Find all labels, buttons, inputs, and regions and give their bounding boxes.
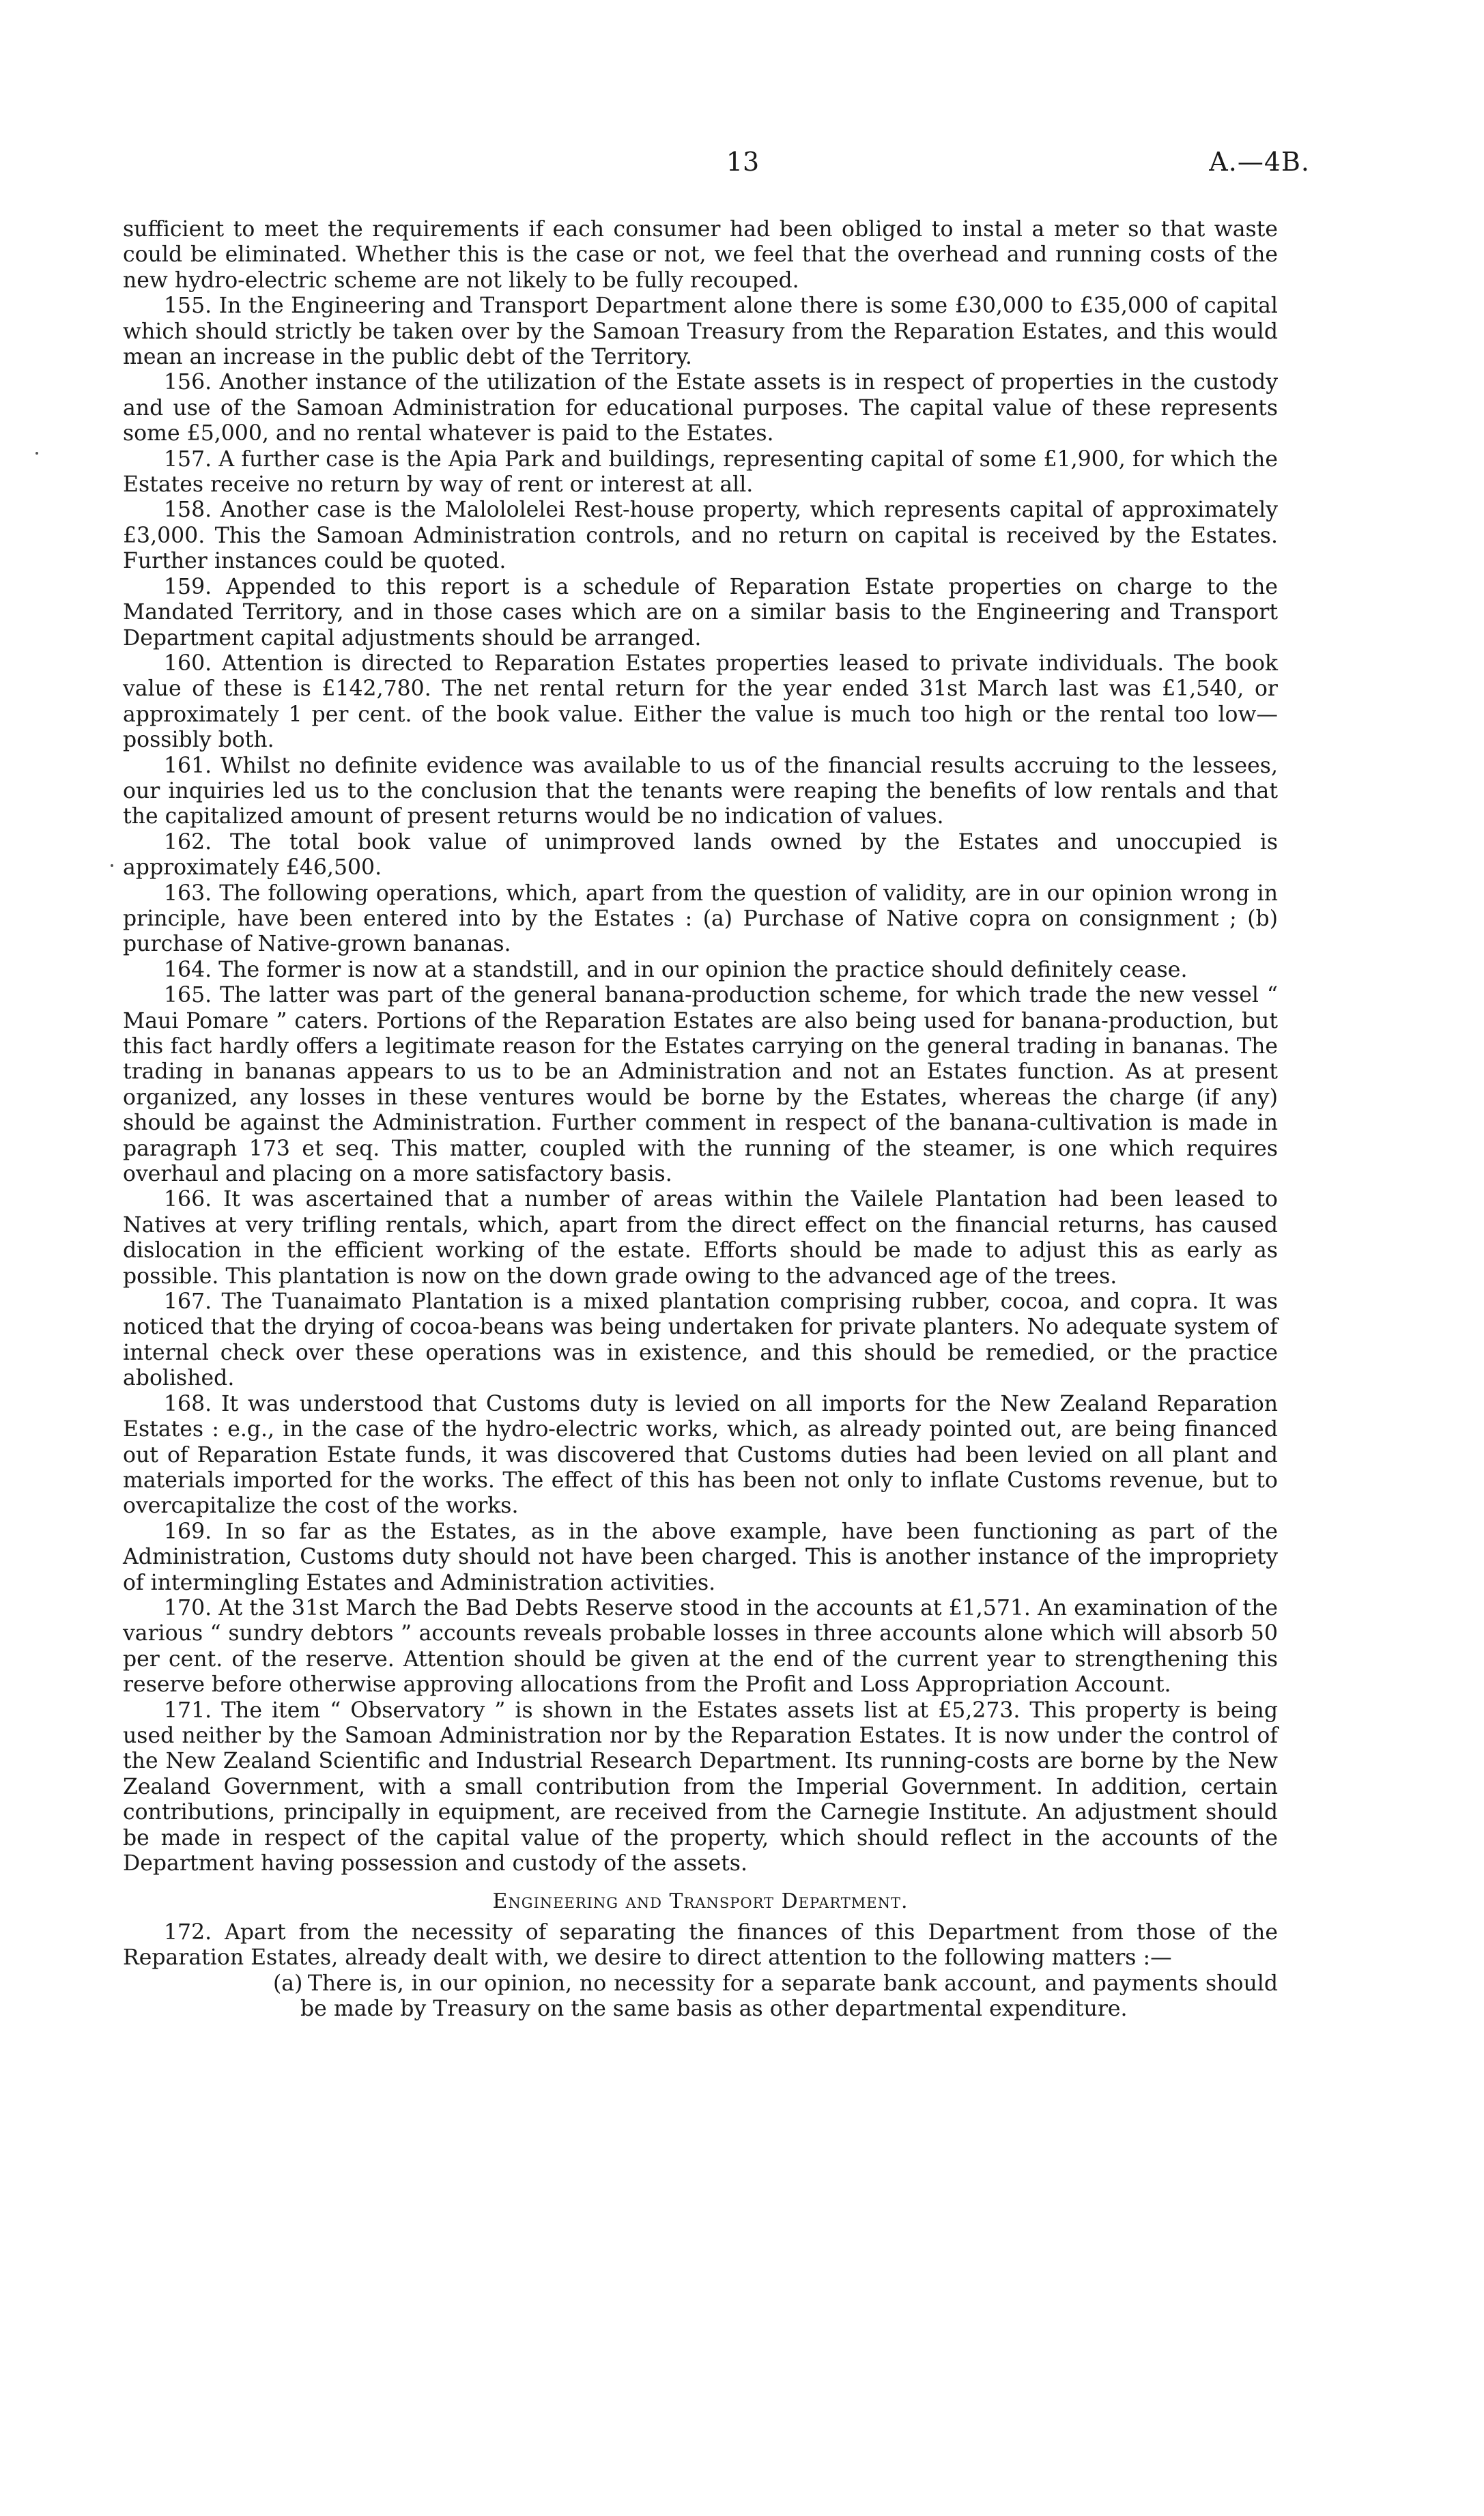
paragraph-continued: sufficient to meet the requirements if each consumer had been obliged to instal a meter so that waste could be eliminated. Whether this is the case or not, we feel that the overhead and running costs of the new hydro-electric scheme are not likely to be fully recouped. <box>123 217 1278 293</box>
section-heading: Engineering and Transport Department. <box>492 1889 909 1914</box>
paragraph-170: 170. At the 31st March the Bad Debts Reserve stood in the accounts at £1,571. An examination of the various “ sundry debtors ” accounts reveals probable losses in three accounts alone which will absorb 50 per cent. of the reserve. Attention should be given at the end of the current year to strengthening this reserve before otherwise approving allocations from the Profit and Loss Appropriation Account. <box>123 1595 1278 1698</box>
paragraph-163: 163. The following operations, which, apart from the question of validity, are in our opinion wrong in principle, have been entered into by the Estates : (a) Purchase of Native copra on consignment ; (b) purchase of Native-grown bananas. <box>123 881 1278 957</box>
paragraph-159: 159. Appended to this report is a schedule of Reparation Estate properties on charge to the Mandated Territory, and in those cases which are on a similar basis to the Engineering and Transport Department capital adjustments should be arranged. <box>123 574 1278 651</box>
document-body <box>123 217 1278 2022</box>
scan-speck-mark <box>35 452 38 455</box>
document-reference: A.—4B. <box>1209 147 1310 177</box>
paragraph-160: 160. Attention is directed to Reparation Estates properties leased to private individuals. The book value of these is £142,780. The net rental return for the year ended 31st March last was £1,540, or approximately 1 per cent. of the book value. Either the value is much too high or the rental too low—possibly both. <box>123 651 1278 753</box>
paragraph-165: 165. The latter was part of the general banana-production scheme, for which trade the new vessel “ Maui Pomare ” caters. Portions of the Reparation Estates are also being used for banana-production, but this fact hardly offers a legitimate reason for the Estates carrying on the general trading in bananas. The trading in bananas appears to us to be an Administration and not an Estates function. As at present organized, any losses in these ventures would be borne by the Estates, whereas the charge (if any) should be against the Administration. Further comment in respect of the banana-cultivation is made in paragraph 173 et seq. This matter, coupled with the running of the steamer, is one which requires overhaul and placing on a more satisfactory basis. <box>123 983 1278 1187</box>
paragraph-157: 157. A further case is the Apia Park and buildings, representing capital of some £1,900, for which the Estates receive no return by way of rent or interest at all. <box>123 446 1278 498</box>
paragraph-161: 161. Whilst no definite evidence was available to us of the financial results accruing to the lessees, our inquiries led us to the conclusion that the tenants were reaping the benefits of low rentals and that the capitalized amount of present returns would be no indication of values. <box>123 753 1278 829</box>
paragraph-162: 162. The total book value of unimproved lands owned by the Estates and unoccupied is approximately £46,500. <box>123 829 1278 881</box>
paragraph-155: 155. In the Engineering and Transport Department alone there is some £30,000 to £35,000 of capital which should strictly be taken over by the Samoan Treasury from the Reparation Estates, and this would mean an increase in the public debt of the Territory. <box>123 294 1278 370</box>
sub-item-text: There is, in our opinion, no necessity for a separate bank account, and payments should be made by Treasury on the same basis as other departmental expenditure. <box>300 1971 1278 2022</box>
paragraph-166: 166. It was ascertained that a number of areas within the Vailele Plantation had been leased to Natives at very trifling rentals, which, apart from the direct effect on the financial returns, has caused dislocation in the efficient working of the estate. Efforts should be made to adjust this as early as possible. This plantation is now on the down grade owing to the advanced age of the trees. <box>123 1187 1278 1289</box>
paragraph-164: 164. The former is now at a standstill, and in our opinion the practice should definitely cease. <box>164 957 1188 982</box>
page-number: 13 <box>726 147 760 177</box>
paragraph-167: 167. The Tuanaimato Plantation is a mixed plantation comprising rubber, cocoa, and copra. It was noticed that the drying of cocoa-beans was being undertaken for private planters. No adequate system of internal check over these operations was in existence, and this should be remedied, or the practice abolished. <box>123 1289 1278 1391</box>
paragraph-156: 156. Another instance of the utilization of the Estate assets is in respect of properties in the custody and use of the Samoan Administration for educational purposes. The capital value of these represents some £5,000, and no rental whatever is paid to the Estates. <box>123 370 1278 446</box>
paragraph-158: 158. Another case is the Malololelei Rest-house property, which represents capital of approximately £3,000. This the Samoan Administration controls, and no return on capital is received by the Estates. Further instances could be quoted. <box>123 498 1278 574</box>
scan-speck-mark <box>111 864 113 867</box>
paragraph-172: 172. Apart from the necessity of separating the finances of this Department from those of the Reparation Estates, already dealt with, we desire to direct attention to the following matters :— <box>123 1919 1278 1971</box>
paragraph-171: 171. The item “ Observatory ” is shown in the Estates assets list at £5,273. This property is being used neither by the Samoan Administration nor by the Reparation Estates. It is now under the control of the New Zealand Scientific and Industrial Research Department. Its running-costs are borne by the New Zealand Government, with a small contribution from the Imperial Government. In addition, certain contributions, principally in equipment, are received from the Carnegie Institute. An adjustment should be made in respect of the capital value of the property, which should reflect in the accounts of the Department having possession and custody of the assets. <box>123 1698 1278 1876</box>
sub-item-a <box>123 1971 1278 2022</box>
paragraph-169: 169. In so far as the Estates, as in the above example, have been functioning as part of the Administration, Customs duty should not have been charged. This is another instance of the impropriety of intermingling Estates and Administration activities. <box>123 1519 1278 1595</box>
sub-item-label: (a) <box>273 1971 303 1996</box>
paragraph-168: 168. It was understood that Customs duty is levied on all imports for the New Zealand Reparation Estates : e.g., in the case of the hydro-electric works, which, as already pointed out, are being financed out of Reparation Estate funds, it was discovered that Customs duties had been levied on all plant and materials imported for the works. The effect of this has been not only to inflate Customs revenue, but to overcapitalize the cost of the works. <box>123 1391 1278 1519</box>
